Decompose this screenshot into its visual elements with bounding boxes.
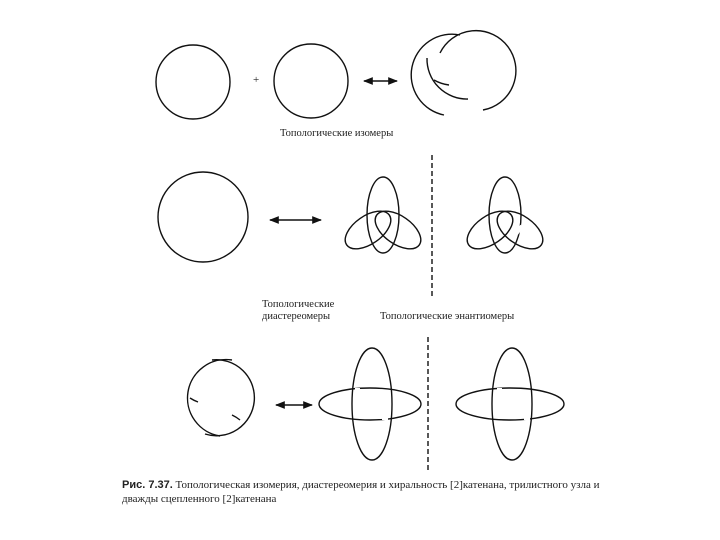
label-topological-diastereomers-1: Топологические bbox=[262, 299, 335, 310]
catenane bbox=[411, 31, 516, 115]
trefoil-knot-left bbox=[339, 177, 428, 256]
doubly-interlocked-rings-left bbox=[319, 348, 421, 460]
caption-figure-number: Рис. 7.37. bbox=[122, 479, 173, 491]
plus-sign: + bbox=[253, 74, 260, 86]
doubly-interlocked-rings-right bbox=[456, 348, 564, 460]
ring-middle bbox=[274, 44, 348, 118]
label-topological-isomers: Топологические изомеры bbox=[280, 128, 394, 139]
label-topological-diastereomers-2: диастереомеры bbox=[262, 311, 331, 322]
ring-left bbox=[156, 45, 230, 119]
trefoil-knot-right bbox=[461, 177, 550, 256]
unknot-ring bbox=[158, 172, 248, 262]
doubly-linked-catenane bbox=[188, 360, 255, 436]
caption-text: Топологическая изомерия, диастереомерия и хиральность [2]катенана, трилистного узла и дважды сцепленного [2]катенана bbox=[122, 479, 600, 505]
figure-caption bbox=[122, 478, 600, 506]
label-topological-enantiomers: Топологические энантиомеры bbox=[380, 311, 515, 322]
